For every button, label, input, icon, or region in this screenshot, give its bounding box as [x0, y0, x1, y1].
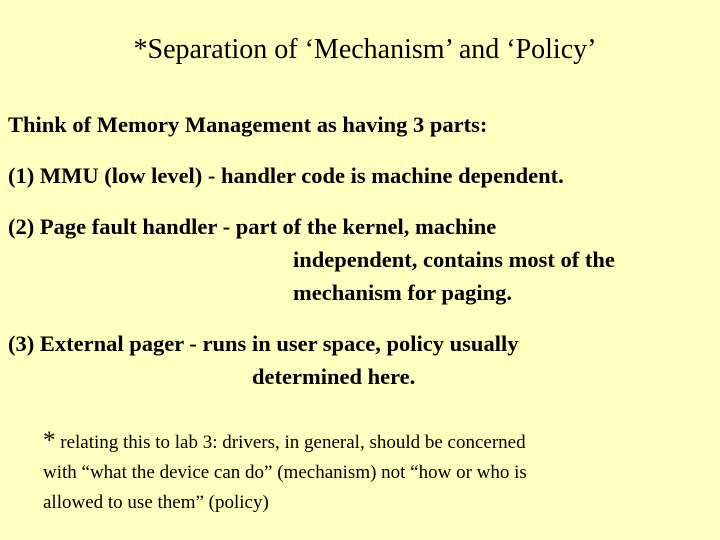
intro-text: Think of Memory Management as having 3 parts:: [8, 112, 488, 137]
footnote: [43, 426, 683, 518]
footnote-line-3: allowed to use them” (policy): [43, 492, 269, 513]
part-1-text: (1) MMU (low level) - handler code is machine dependent.: [8, 163, 564, 188]
part-3-line-2: determined here.: [252, 364, 416, 389]
footnote-asterisk: *: [43, 427, 56, 454]
footnote-line-1: [43, 426, 683, 458]
part-3-line-1: (3) External pager - runs in user space, policy usually: [8, 331, 519, 356]
slide-title: *Separation of ‘Mechanism’ and ‘Policy’: [133, 34, 597, 65]
part-2-line-1: (2) Page fault handler - part of the kernel, machine: [8, 214, 497, 239]
footnote-line-2: with “what the device can do” (mechanism) not “how or who is: [43, 462, 527, 483]
footnote-line-1-text: relating this to lab 3: drivers, in general, should be concerned: [55, 432, 526, 453]
part-2-line-2: independent, contains most of the: [293, 247, 615, 272]
part-2-line-3: mechanism for paging.: [293, 280, 512, 305]
